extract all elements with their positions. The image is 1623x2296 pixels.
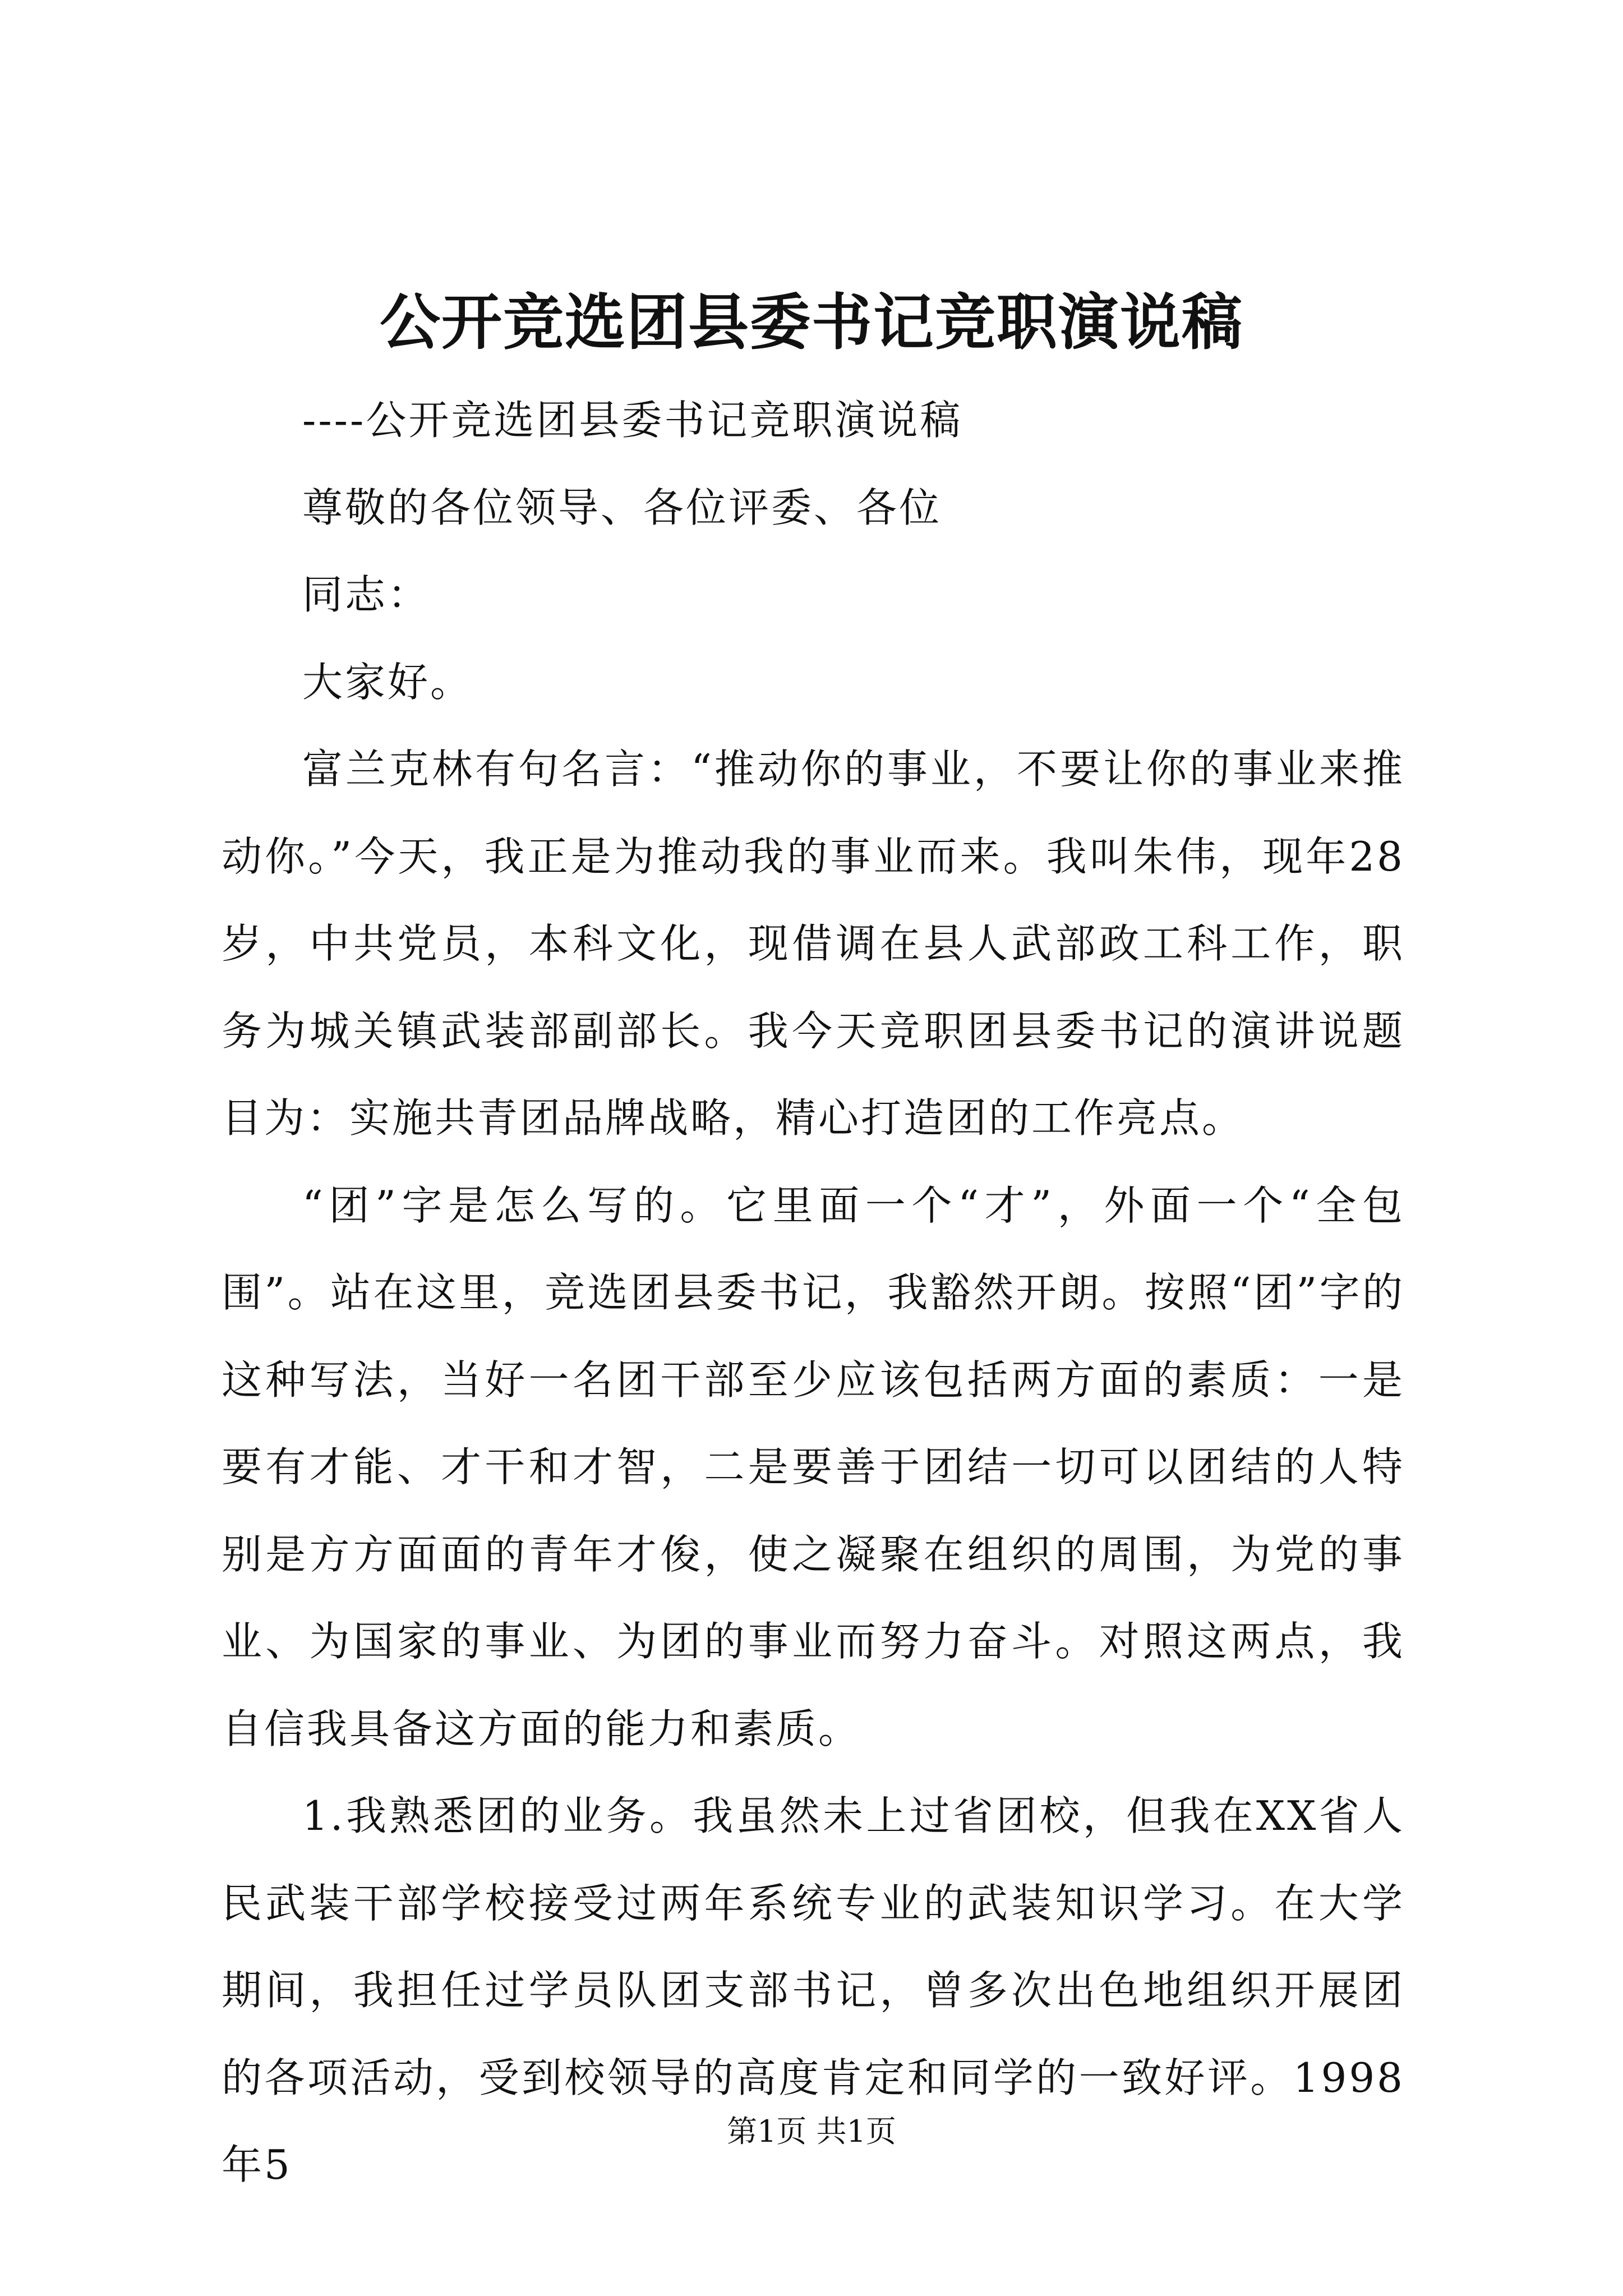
salutation-line: 尊敬的各位领导、各位评委、各位: [302, 484, 942, 531]
page-footer: 第1页 共1页: [727, 2114, 896, 2149]
point-one-paragraph: 1.我熟悉团的业务。我虽然未上过省团校，但我在XX省人民武装干部学校接受过两年系统专业的武装知识学习。在大学期间，我担任过学员队团支部书记，曾多次出色地组织开展团的各项活动，受到校领导的高度肯定和同学的一致好评。1998年5: [222, 1792, 1405, 2188]
document-title: 公开竞选团县委书记竞职演说稿: [379, 287, 1243, 358]
tuan-character-paragraph: “团”字是怎么写的。它里面一个“才”，外面一个“全包围”。站在这里，竞选团县委书记，我豁然开朗。按照“团”字的这种写法，当好一名团干部至少应该包括两方面的素质：一是要有才能、才干和才智，二是要善于团结一切可以团结的人特别是方方面面的青年才俊，使之凝聚在组织的周围，为党的事业、为国家的事业、为团的事业而努力奋斗。对照这两点，我自信我具备这方面的能力和素质。: [222, 1181, 1405, 1752]
intro-paragraph: 富兰克林有句名言：“推动你的事业，不要让你的事业来推动你。”今天，我正是为推动我的事业而来。我叫朱伟，现年28岁，中共党员，本科文化，现借调在县人武部政工科工作，职务为城关镇武装部副部长。我今天竞职团县委书记的演讲说题目为：实施共青团品牌战略，精心打造团的工作亮点。: [222, 746, 1405, 1142]
document-body: [222, 377, 1405, 2209]
salutation-continuation: 同志：: [302, 571, 431, 618]
subtitle-line: ----公开竞选团县委书记竞职演说稿: [302, 397, 963, 444]
greeting-paragraph: 大家好。: [302, 658, 473, 706]
